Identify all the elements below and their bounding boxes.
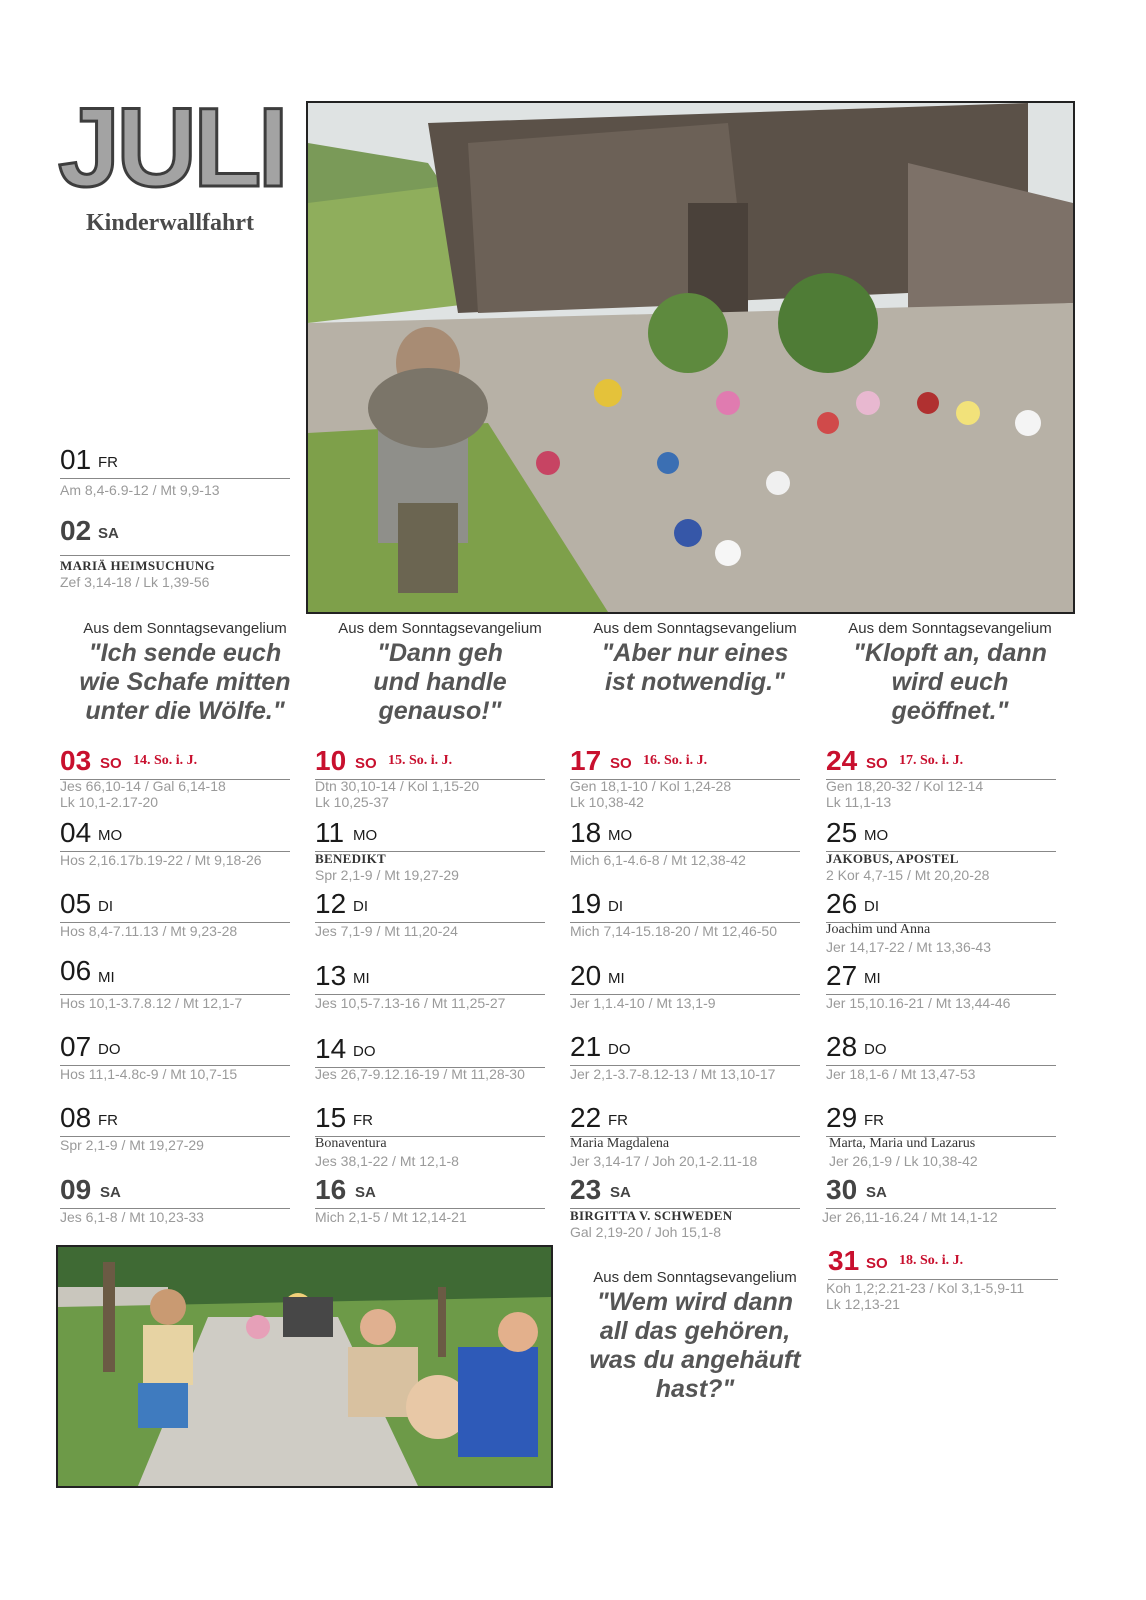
day-08 [60, 1102, 290, 1162]
quote-line: "Dann geh [377, 639, 503, 667]
quote-line: "Klopft an, dann [853, 639, 1047, 667]
liturgical-sunday: 15. So. i. J. [388, 753, 453, 768]
day-number: 10 [315, 745, 347, 776]
weekday: MI [864, 970, 881, 987]
weekday: SO [866, 755, 888, 772]
readings: Dtn 30,10-14 / Kol 1,15-20 [315, 778, 480, 794]
readings: Gal 2,19-20 / Joh 15,1-8 [570, 1224, 721, 1240]
gospel-heading: Aus dem Sonntagsevangelium [593, 1269, 797, 1286]
weekday: MI [608, 970, 625, 987]
readings: Spr 2,1-9 / Mt 19,27-29 [315, 867, 459, 883]
liturgical-sunday: 16. So. i. J. [643, 753, 708, 768]
month-title: JULI [58, 85, 285, 210]
weekday: DI [864, 898, 879, 915]
readings: Hos 10,1-3.7.8.12 / Mt 12,1-7 [60, 995, 243, 1011]
day-number: 23 [570, 1174, 602, 1205]
day-03 [60, 745, 290, 810]
day-number: 16 [315, 1174, 347, 1205]
day-number: 02 [60, 515, 92, 546]
readings: Jes 6,1-8 / Mt 10,23-33 [60, 1209, 204, 1225]
readings: Jer 3,14-17 / Joh 20,1-2.11-18 [570, 1153, 758, 1169]
feast-name: JAKOBUS, APOSTEL [826, 851, 959, 866]
day-number: 31 [828, 1245, 860, 1276]
readings: Jer 15,10.16-21 / Mt 13,44-46 [826, 995, 1011, 1011]
weekday: SO [355, 755, 377, 772]
main-photo [306, 101, 1075, 614]
day-09 [60, 1174, 290, 1234]
day-13 [315, 960, 545, 1020]
quote-line: unter die Wölfe." [85, 697, 285, 725]
quote-line: hast?" [655, 1375, 735, 1403]
day-11 [315, 817, 545, 883]
liturgical-sunday: 14. So. i. J. [133, 753, 198, 768]
weekday: SA [355, 1184, 376, 1201]
day-12 [315, 888, 545, 948]
day-number: 12 [315, 888, 347, 919]
divider [60, 555, 290, 556]
gospel-quote-5 [570, 1269, 820, 1404]
day-number: 08 [60, 1102, 92, 1133]
gospel-quote-3 [570, 620, 820, 697]
day-number: 07 [60, 1031, 92, 1062]
day-26 [826, 888, 1056, 955]
weekday: MO [98, 827, 123, 844]
weekday: MI [353, 970, 370, 987]
gospel-heading: Aus dem Sonntagsevangelium [593, 620, 797, 637]
readings: Jes 26,7-9.12.16-19 / Mt 11,28-30 [315, 1066, 525, 1082]
quote-line: wird euch [891, 668, 1009, 696]
weekday: MO [353, 827, 378, 844]
readings: Jer 1,1.4-10 / Mt 13,1-9 [570, 995, 716, 1011]
readings: Hos 11,1-4.8c-9 / Mt 10,7-15 [60, 1066, 238, 1082]
weekday: SA [866, 1184, 887, 1201]
day-21 [570, 1031, 800, 1091]
day-31 [826, 1245, 1058, 1312]
day-27 [826, 960, 1056, 1020]
readings: Jer 18,1-6 / Mt 13,47-53 [826, 1066, 976, 1082]
weekday: MI [98, 969, 115, 986]
day-23 [570, 1174, 800, 1240]
liturgical-sunday: 17. So. i. J. [899, 753, 964, 768]
quote-line: ist notwendig." [605, 668, 785, 696]
day-number: 03 [60, 745, 92, 776]
readings: Jer 26,1-9 / Lk 10,38-42 [829, 1153, 978, 1169]
feast-name: BIRGITTA V. SCHWEDEN [570, 1208, 733, 1223]
readings: Lk 11,1-13 [826, 794, 892, 810]
quote-line: "Ich sende euch [88, 639, 282, 667]
weekday: DO [98, 1041, 121, 1058]
day-number: 28 [826, 1031, 858, 1062]
day-number: 30 [826, 1174, 858, 1205]
day-22 [570, 1102, 800, 1169]
secondary-photo [56, 1245, 553, 1488]
weekday: DI [98, 898, 113, 915]
day-number: 04 [60, 817, 92, 848]
feast-name: MARIÄ HEIMSUCHUNG [60, 558, 215, 573]
day-18 [570, 817, 800, 877]
weekday: DI [608, 898, 623, 915]
saint-name: Bonaventura [315, 1136, 387, 1151]
day-30 [822, 1174, 1056, 1234]
day-number: 22 [570, 1102, 602, 1133]
readings: Jes 66,10-14 / Gal 6,14-18 [60, 778, 226, 794]
day-number: 29 [826, 1102, 858, 1133]
readings: Jer 2,1-3.7-8.12-13 / Mt 13,10-17 [570, 1066, 776, 1082]
readings: Koh 1,2;2.21-23 / Kol 3,1-5,9-11 [826, 1280, 1025, 1296]
day-number: 09 [60, 1174, 92, 1205]
weekday: SO [100, 755, 122, 772]
quote-line: all das gehören, [599, 1317, 791, 1345]
day-number: 24 [826, 745, 858, 776]
weekday: FR [608, 1112, 628, 1129]
quote-line: was du angehäuft [589, 1346, 801, 1374]
gospel-quote-2 [315, 620, 565, 726]
day-24 [826, 745, 1056, 810]
readings: Gen 18,20-32 / Kol 12-14 [826, 778, 984, 794]
day-29 [826, 1102, 1056, 1169]
day-number: 25 [826, 817, 858, 848]
day-14 [315, 1033, 545, 1093]
day-number: 01 [60, 444, 92, 475]
quote-line: "Aber nur eines [601, 639, 789, 667]
day-19 [570, 888, 800, 948]
readings: Jes 7,1-9 / Mt 11,20-24 [315, 923, 458, 939]
saint-name: Marta, Maria und Lazarus [829, 1136, 976, 1151]
weekday: FR [864, 1112, 884, 1129]
readings: Hos 8,4-7.11.13 / Mt 9,23-28 [60, 923, 238, 939]
readings: Zef 3,14-18 / Lk 1,39-56 [60, 574, 210, 590]
quote-line: "Wem wird dann [596, 1288, 794, 1316]
day-number: 20 [570, 960, 602, 991]
weekday: MO [864, 827, 889, 844]
liturgical-sunday: 18. So. i. J. [899, 1253, 964, 1268]
weekday: SA [100, 1184, 121, 1201]
feast-name: BENEDIKT [315, 851, 387, 866]
saint-name: Joachim und Anna [826, 922, 931, 937]
gospel-heading: Aus dem Sonntagsevangelium [848, 620, 1052, 637]
weekday: DI [353, 898, 368, 915]
readings: Mich 6,1-4.6-8 / Mt 12,38-42 [570, 852, 746, 868]
readings: Lk 12,13-21 [826, 1296, 900, 1312]
page-subtitle: Kinderwallfahrt [86, 210, 254, 236]
weekday: FR [98, 454, 118, 471]
readings: Lk 10,38-42 [570, 794, 644, 810]
divider [60, 478, 290, 479]
day-17 [570, 745, 800, 810]
gospel-heading: Aus dem Sonntagsevangelium [338, 620, 542, 637]
day-04 [60, 817, 290, 877]
day-07 [60, 1031, 290, 1091]
gospel-quote-1 [60, 620, 310, 726]
readings: Jer 26,11-16.24 / Mt 14,1-12 [822, 1209, 998, 1225]
day-number: 06 [60, 955, 92, 986]
saint-name: Maria Magdalena [570, 1136, 670, 1151]
quote-line: und handle [373, 668, 507, 696]
day-20 [570, 960, 800, 1020]
weekday: SO [866, 1255, 888, 1272]
readings: Mich 2,1-5 / Mt 12,14-21 [315, 1209, 467, 1225]
weekday: FR [353, 1112, 373, 1129]
readings: Spr 2,1-9 / Mt 19,27-29 [60, 1137, 204, 1153]
weekday: SA [610, 1184, 631, 1201]
quote-line: wie Schafe mitten [79, 668, 291, 696]
day-10 [315, 745, 545, 810]
readings: Lk 10,1-2.17-20 [60, 794, 159, 810]
gospel-quote-4 [825, 620, 1075, 726]
weekday: DO [608, 1041, 631, 1058]
day-number: 26 [826, 888, 858, 919]
day-number: 27 [826, 960, 858, 991]
readings: Mich 7,14-15.18-20 / Mt 12,46-50 [570, 923, 778, 939]
readings: Hos 2,16.17b.19-22 / Mt 9,18-26 [60, 852, 262, 868]
weekday: SA [98, 525, 119, 542]
day-05 [60, 888, 290, 948]
day-number: 15 [315, 1102, 347, 1133]
day-number: 18 [570, 817, 602, 848]
day-number: 19 [570, 888, 602, 919]
day-02 [60, 515, 290, 590]
quote-line: geöffnet." [891, 697, 1009, 725]
day-number: 05 [60, 888, 92, 919]
weekday: FR [98, 1112, 118, 1129]
day-number: 17 [570, 745, 602, 776]
gospel-heading: Aus dem Sonntagsevangelium [83, 620, 287, 637]
readings: Am 8,4-6.9-12 / Mt 9,9-13 [60, 482, 220, 498]
weekday: SO [610, 755, 632, 772]
quote-line: genauso!" [378, 697, 502, 725]
readings: Gen 18,1-10 / Kol 1,24-28 [570, 778, 732, 794]
day-06 [60, 955, 290, 1015]
readings: Lk 10,25-37 [315, 794, 389, 810]
day-number: 11 [315, 817, 345, 848]
weekday: DO [353, 1043, 376, 1060]
day-16 [315, 1174, 545, 1234]
day-01 [60, 444, 290, 504]
day-25 [826, 817, 1056, 883]
day-28 [826, 1031, 1056, 1091]
readings: 2 Kor 4,7-15 / Mt 20,20-28 [826, 867, 990, 883]
day-number: 21 [570, 1031, 602, 1062]
day-15 [315, 1102, 545, 1169]
day-number: 14 [315, 1033, 347, 1064]
readings: Jes 10,5-7.13-16 / Mt 11,25-27 [315, 995, 506, 1011]
weekday: DO [864, 1041, 887, 1058]
day-number: 13 [315, 960, 347, 991]
readings: Jes 38,1-22 / Mt 12,1-8 [315, 1153, 459, 1169]
weekday: MO [608, 827, 633, 844]
readings: Jer 14,17-22 / Mt 13,36-43 [826, 939, 991, 955]
